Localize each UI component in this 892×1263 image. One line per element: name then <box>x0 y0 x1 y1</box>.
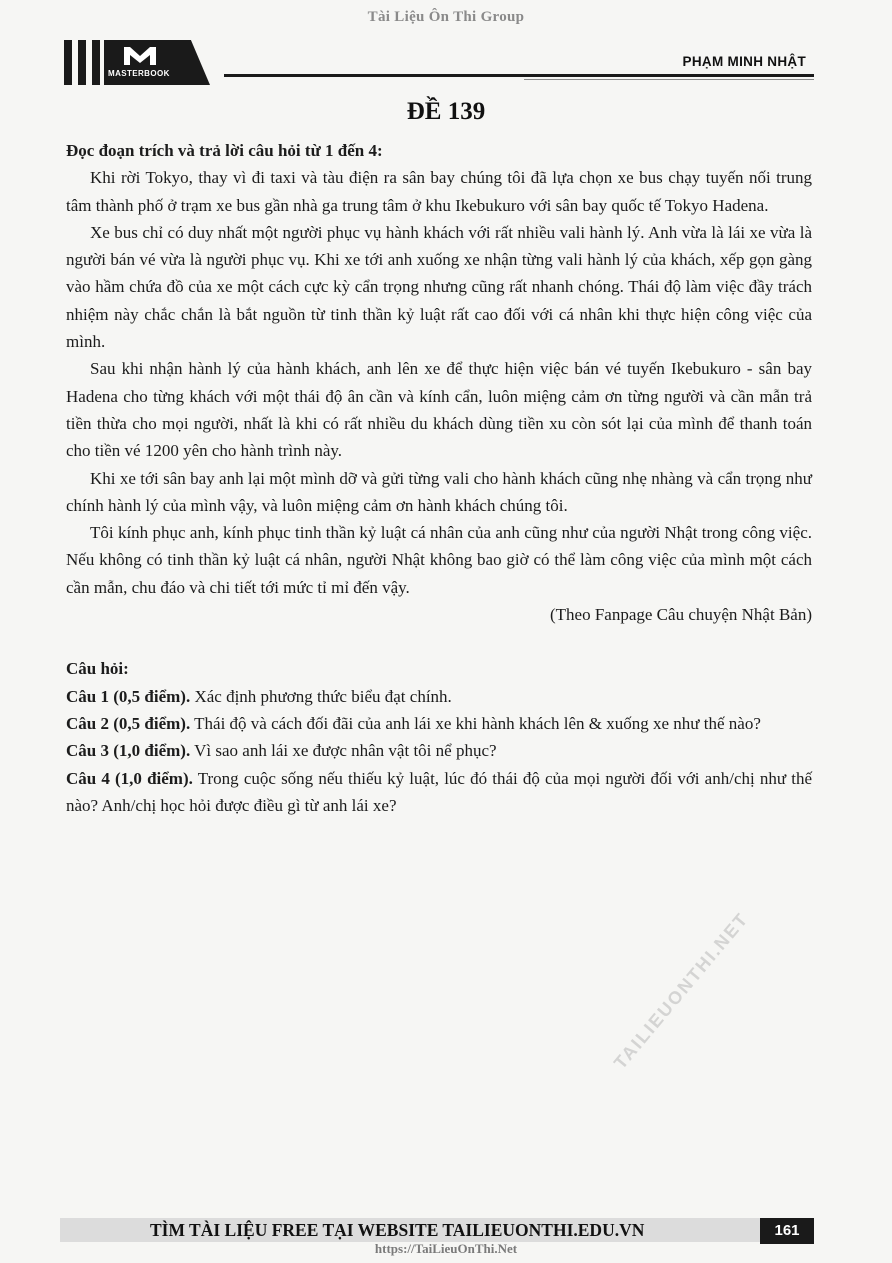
passage-paragraph: Sau khi nhận hành lý của hành khách, anh lên xe để thực hiện việc bán vé tuyến Ikebukuro - sân bay Hadena cho từng khách với một thái độ ân cần và kính cẩn, luôn miệng cảm ơn từng người và cần mẫn trả tiền thừa cho mọi người, nhất là khi có rất nhiều du khách dùng tiền xu còn sót lại của mình để thanh toán cho tiền vé 1200 yên cho hành trình này. <box>66 359 812 461</box>
page-number: 161 <box>760 1218 814 1244</box>
passage-source: (Theo Fanpage Câu chuyện Nhật Bản) <box>550 605 812 625</box>
page-header <box>64 40 814 86</box>
questions-heading: Câu hỏi: <box>66 659 129 679</box>
site-watermark: TAILIEUONTHI.NET <box>610 908 753 1073</box>
question-item <box>66 737 812 764</box>
author-name: PHẠM MINH NHẬT <box>682 54 806 69</box>
top-group-label: Tài Liệu Ôn Thi Group <box>367 9 525 25</box>
header-rule <box>224 74 814 77</box>
question-text: Vì sao anh lái xe được nhân vật tôi nể phục? <box>190 741 497 761</box>
header-bar <box>92 40 100 85</box>
brand-name: MASTERBOOK <box>108 69 170 78</box>
question-item <box>66 710 812 737</box>
question-label: Câu 4 (1,0 điểm). <box>66 768 193 788</box>
question-text: Trong cuộc sống nếu thiếu kỷ luật, lúc đó thái độ của mọi người đối với anh/chị như thế nào? Anh/chị học hỏi được điều gì từ anh lái xe? <box>66 768 812 815</box>
question-label: Câu 2 (0,5 điểm). <box>66 713 191 733</box>
question-text: Xác định phương thức biểu đạt chính. <box>190 686 452 706</box>
question-label: Câu 1 (0,5 điểm). <box>66 686 191 706</box>
passage-paragraph: Khi rời Tokyo, thay vì đi taxi và tàu điện ra sân bay chúng tôi đã lựa chọn xe bus chạy tuyến nối trung tâm thành phố ở trạm xe bus gần nhà ga trung tâm ở khu Ikebukuro với sân bay quốc tế Tokyo Hadena. <box>66 168 812 215</box>
reading-instruction: Đọc đoạn trích và trả lời câu hỏi từ 1 đến 4: <box>66 141 383 160</box>
question-item <box>66 765 812 820</box>
question-text: Thái độ và cách đối đãi của anh lái xe khi hành khách lên & xuống xe như thế nào? <box>190 713 761 733</box>
passage-paragraph: Tôi kính phục anh, kính phục tinh thần kỷ luật cá nhân của anh cũng như của người Nhật trong công việc. Nếu không có tinh thần kỷ luật cá nhân, người Nhật không bao giờ có thể làm công việc của mình một cách cần mẫn, chu đáo và chi tiết tới mức tỉ mỉ đến vậy. <box>66 523 812 597</box>
passage-paragraph: Xe bus chỉ có duy nhất một người phục vụ hành khách với rất nhiều vali hành lý. Anh vừa là lái xe vừa là người bán vé vừa là người phục vụ. Khi xe tới anh xuống xe nhận từng vali hành lý của khách, xếp gọn gàng vào hầm chứa đồ của xe một cách cực kỳ cẩn trọng nhưng cũng rất nhanh chóng. Thái độ làm việc đầy trách nhiệm này chắc chắn là bắt nguồn từ tinh thần kỷ luật rất cao đối với cá nhân khi thực hiện công việc của mình. <box>66 222 812 352</box>
masterbook-logo-icon <box>122 44 158 66</box>
exam-content <box>66 137 812 819</box>
exam-title: ĐỀ 139 <box>406 98 486 125</box>
passage-paragraph: Khi xe tới sân bay anh lại một mình dỡ và gửi từng vali cho hành khách cũng nhẹ nhàng và cẩn trọng như chính hành lý của mình vậy, và luôn miệng cảm ơn hành khách chúng tôi. <box>66 468 812 515</box>
question-label: Câu 3 (1,0 điểm). <box>66 741 191 761</box>
footer-promo-text: TÌM TÀI LIỆU FREE TẠI WEBSITE TAILIEUONTHI.EDU.VN <box>150 1220 645 1240</box>
question-item <box>66 683 812 710</box>
header-subrule <box>524 79 814 80</box>
header-bar <box>64 40 72 85</box>
header-bar <box>78 40 86 85</box>
footer-url[interactable]: https://TaiLieuOnThi.Net <box>374 1241 518 1256</box>
